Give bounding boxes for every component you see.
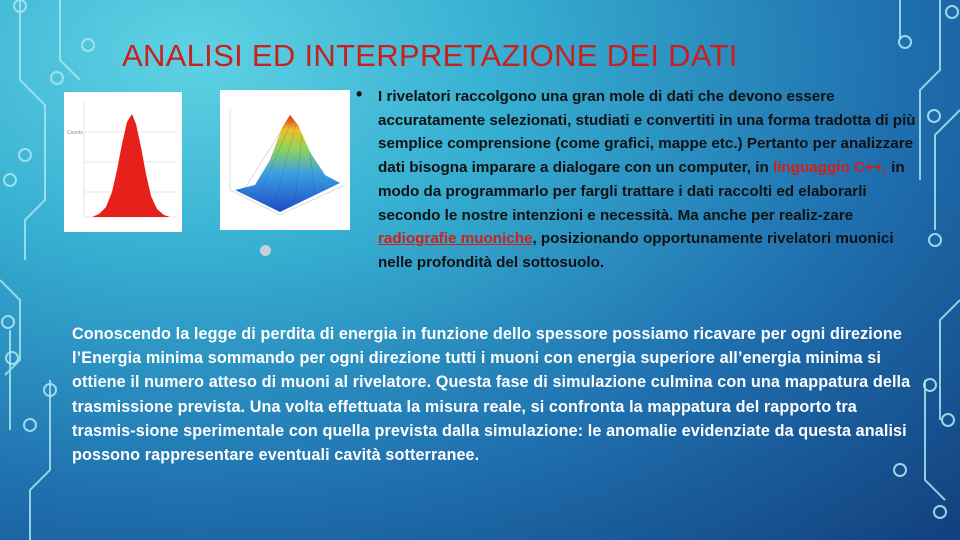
slide-title: ANALISI ED INTERPRETAZIONE DEI DATI — [122, 38, 738, 73]
highlight-cpp: linguaggio C++, — [772, 159, 887, 177]
surface-plot-image — [220, 90, 350, 230]
bullet-part-2: in modo da programmarlo per fargli trattare i dati raccolti ed elaborarli secondo le nostre intenzioni e necessità. Ma anche per realiz-zare — [378, 159, 905, 224]
bullet-part-1: I rivelatori raccolgono una gran mole di dati che devono essere accuratamente selezionati, studiati e convertiti in una forma tradotta di più semplice comprensione (come grafici, mappe etc.) Pertanto per analizzare dati bisogna imparare a dialogare con un computer, in — [378, 88, 916, 177]
bullet-marker: • — [356, 84, 363, 104]
chart-images — [60, 86, 350, 236]
bullet-part-3: , posizionando opportunamente rivelatori muonici nelle profondità del sottosuolo. — [378, 230, 894, 271]
bullet-dot — [260, 245, 271, 256]
body-paragraph: Conoscendo la legge di perdita di energia in funzione dello spessore possiamo ricavare per ogni direzione l’Energia minima sommando per ogni direzione tutti i muoni con energia superiore all’energia minima si ottiene il numero atteso di muoni al rivelatore. Questa fase di simulazione culmina con una mappatura della trasmissione prevista. Una volta effettuata la misura reale, si confronta la mappatura del rapporto tra trasmis-sione sperimentale con quella prevista dalla simulazione: le anomalie evidenziate da questa analisi possono rappresentare eventuali cavità sotterranee. — [72, 325, 911, 465]
link-radiografie-muoniche[interactable]: radiografie muoniche — [378, 230, 533, 248]
svg-text:Counts: Counts — [67, 130, 83, 136]
histogram-image — [64, 92, 182, 232]
bullet-text — [356, 85, 926, 275]
